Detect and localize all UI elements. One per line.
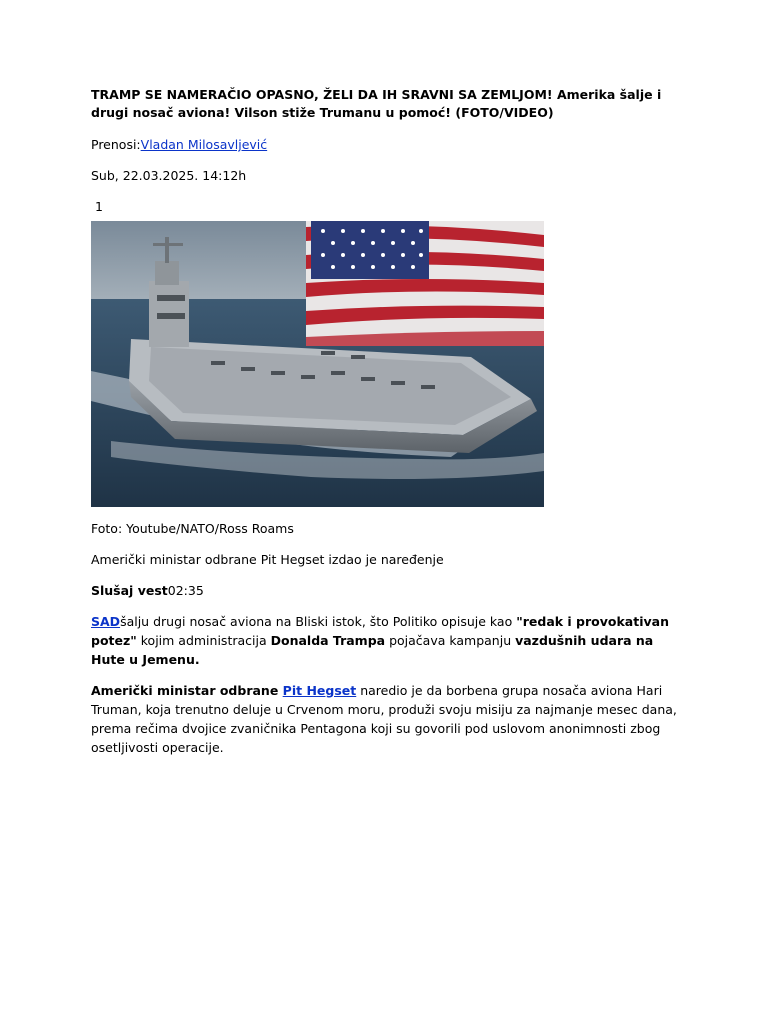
listen-control[interactable]	[91, 581, 681, 600]
us-flag-graphic	[306, 221, 544, 346]
sad-link[interactable]: SAD	[91, 614, 121, 629]
hegset-link[interactable]: Pit Hegset	[282, 683, 357, 698]
para2-text-1: naredio je da borbena grupa nosača aviona Hari Truman, koja trenutno deluje u Crvenom moru, produži svoju misiju za najmanje mesec dana, prema rečima dvojice zvaničnika Pentagona koji su govorili pod uslovom anonimnosti zbog osetljivosti operacije.	[91, 683, 677, 755]
comment-count[interactable]: 1	[95, 199, 103, 214]
carrier-illustration	[91, 221, 544, 507]
para1-text-1: šalju drugi nosač aviona na Bliski istok, što Politiko opisuje kao	[120, 614, 517, 629]
body-paragraph-1	[91, 612, 681, 669]
byline	[91, 135, 681, 154]
body-paragraph-2	[91, 681, 681, 757]
listen-label: Slušaj vest	[91, 583, 168, 598]
para1-text-2: kojim administracija	[136, 633, 271, 648]
publish-date: Sub, 22.03.2025. 14:12h	[91, 168, 247, 183]
article-title: TRAMP SE NAMERAČIO OPASNO, ŽELI DA IH SRAVNI SA ZEMLJOM! Amerika šalje i drugi nosač aviona! Vilson stiže Trumanu u pomoć! (FOTO/VIDEO)	[91, 87, 662, 120]
standfirst: Američki ministar odbrane Pit Hegset izdao je naređenje	[91, 552, 444, 567]
para1-bold-3: vazdušnih udara na Hute u Jemenu.	[91, 633, 654, 667]
para1-text-3: pojačava kampanju	[385, 633, 516, 648]
image-caption: Foto: Youtube/NATO/Ross Roams	[91, 521, 294, 536]
para1-bold-2: Donalda Trampa	[270, 633, 386, 648]
para1-bold-1: "redak i provokativan potez"	[91, 614, 669, 648]
article	[91, 86, 681, 757]
para2-bold-1: Američki ministar odbrane	[91, 683, 283, 698]
author-link[interactable]: Vladan Milosavljević	[140, 137, 268, 152]
hero-image	[91, 221, 544, 507]
listen-duration: 02:35	[167, 583, 204, 598]
byline-prefix: Prenosi:	[91, 137, 141, 152]
